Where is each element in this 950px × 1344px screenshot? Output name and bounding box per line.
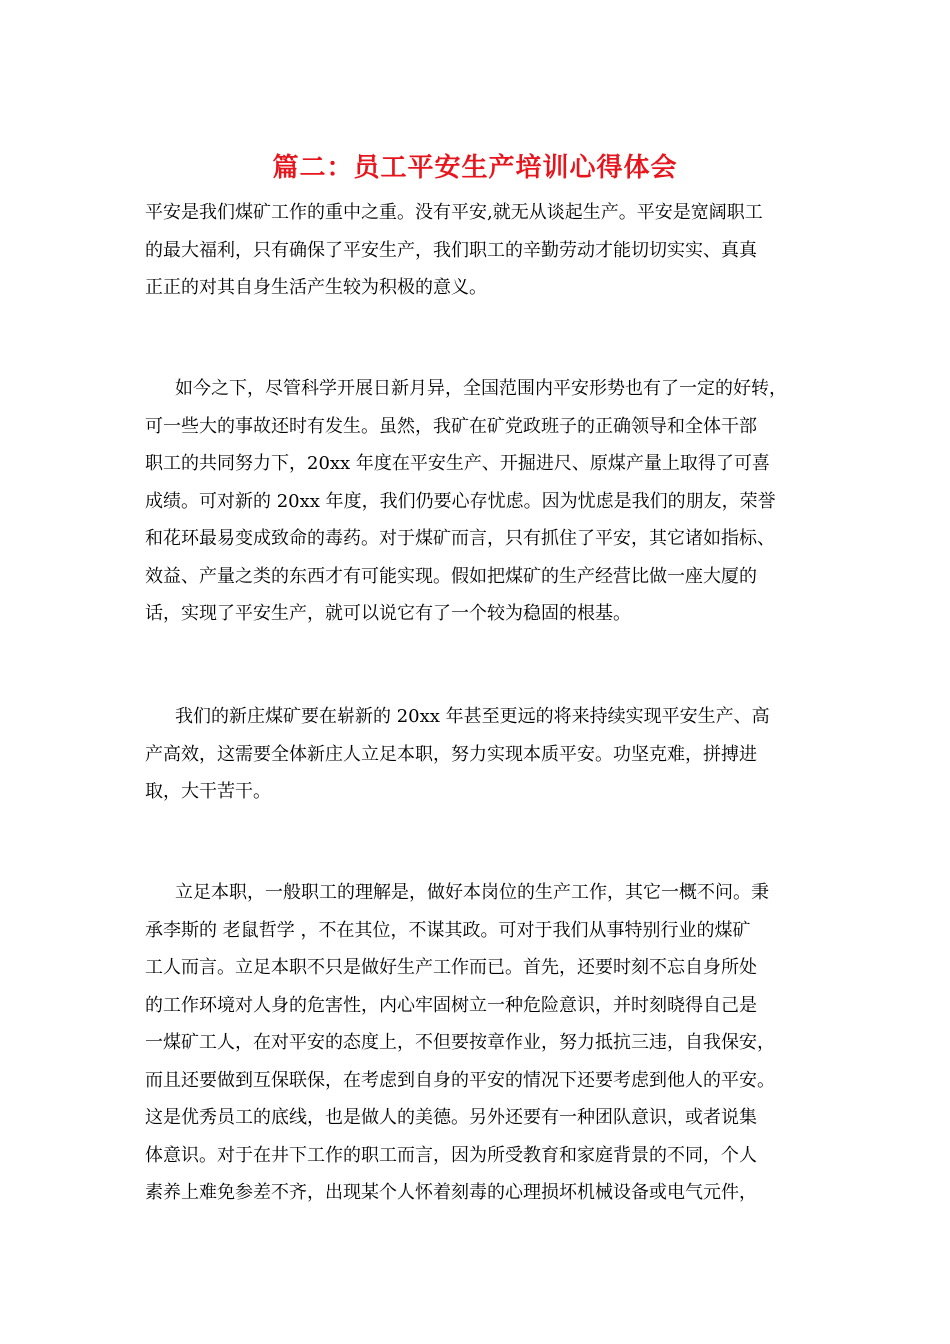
text-line: 职工的共同努力下，20xx 年度在平安生产、开掘进尺、原煤产量上取得了可喜 (145, 453, 770, 474)
text-line: 平安是我们煤矿工作的重中之重。没有平安,就无从谈起生产。平安是宽阔职工 (145, 202, 763, 223)
text-line: 如今之下，尽管科学开展日新月异，全国范围内平安形势也有了一定的好转， (175, 378, 787, 399)
text-line: 体意识。对于在井下工作的职工而言，因为所受教育和家庭背景的不同，个人 (145, 1144, 757, 1166)
paragraph-2 (145, 370, 805, 633)
text-line: 立足本职，一般职工的理解是，做好本岗位的生产工作，其它一概不问。秉 (175, 882, 769, 903)
text-line: 可一些大的事故还时有发生。虽然，我矿在矿党政班子的正确领导和全体干部 (145, 415, 757, 437)
document-title: 篇二：员工平安生产培训心得体会 (272, 153, 678, 183)
text-line: 成绩。可对新的 20xx 年度，我们仍要心存忧虑。因为忧虑是我们的朋友，荣誉 (145, 490, 776, 512)
text-line: 的工作环境对人身的危害性，内心牢固树立一种危险意识，并时刻晓得自己是 (145, 994, 757, 1016)
text-line: 正正的对其自身生活产生较为积极的意义。 (145, 277, 487, 298)
text-line: 取，大干苦干。 (145, 781, 271, 802)
text-line: 而且还要做到互保联保，在考虑到自身的平安的情况下还要考虑到他人的平安。 (145, 1069, 775, 1091)
text-line: 产高效，这需要全体新庄人立足本职，努力实现本质平安。功坚克难，拼搏进 (145, 743, 757, 765)
text-line: 素养上难免参差不齐，出现某个人怀着刻毒的心理损坏机械设备或电气元件， (145, 1182, 757, 1203)
text-line: 和花环最易变成致命的毒药。对于煤矿而言，只有抓住了平安，其它诸如指标、 (145, 528, 775, 549)
text-line: 我们的新庄煤矿要在崭新的 20xx 年甚至更远的将来持续实现平安生产、高 (175, 706, 770, 727)
text-line: 这是优秀员工的底线，也是做人的美德。另外还要有一种团队意识，或者说集 (145, 1107, 757, 1128)
text-line: 一煤矿工人，在对平安的态度上，不但要按章作业，努力抵抗三违，自我保安， (145, 1032, 775, 1053)
text-line: 工人而言。立足本职不只是做好生产工作而已。首先，还要时刻不忘自身所处 (145, 957, 757, 978)
text-line: 话，实现了平安生产，就可以说它有了一个较为稳固的根基。 (145, 603, 631, 624)
paragraph-3 (145, 698, 805, 811)
text-line: 的最大福利，只有确保了平安生产，我们职工的辛勤劳动才能切切实实、真真 (145, 239, 757, 261)
paragraph-4 (145, 874, 805, 1212)
paragraph-1 (145, 194, 805, 307)
text-line: 效益、产量之类的东西才有可能实现。假如把煤矿的生产经营比做一座大厦的 (145, 565, 757, 587)
text-line: 承李斯的 老鼠哲学 ，不在其位，不谋其政。可对于我们从事特别行业的煤矿 (145, 919, 751, 941)
